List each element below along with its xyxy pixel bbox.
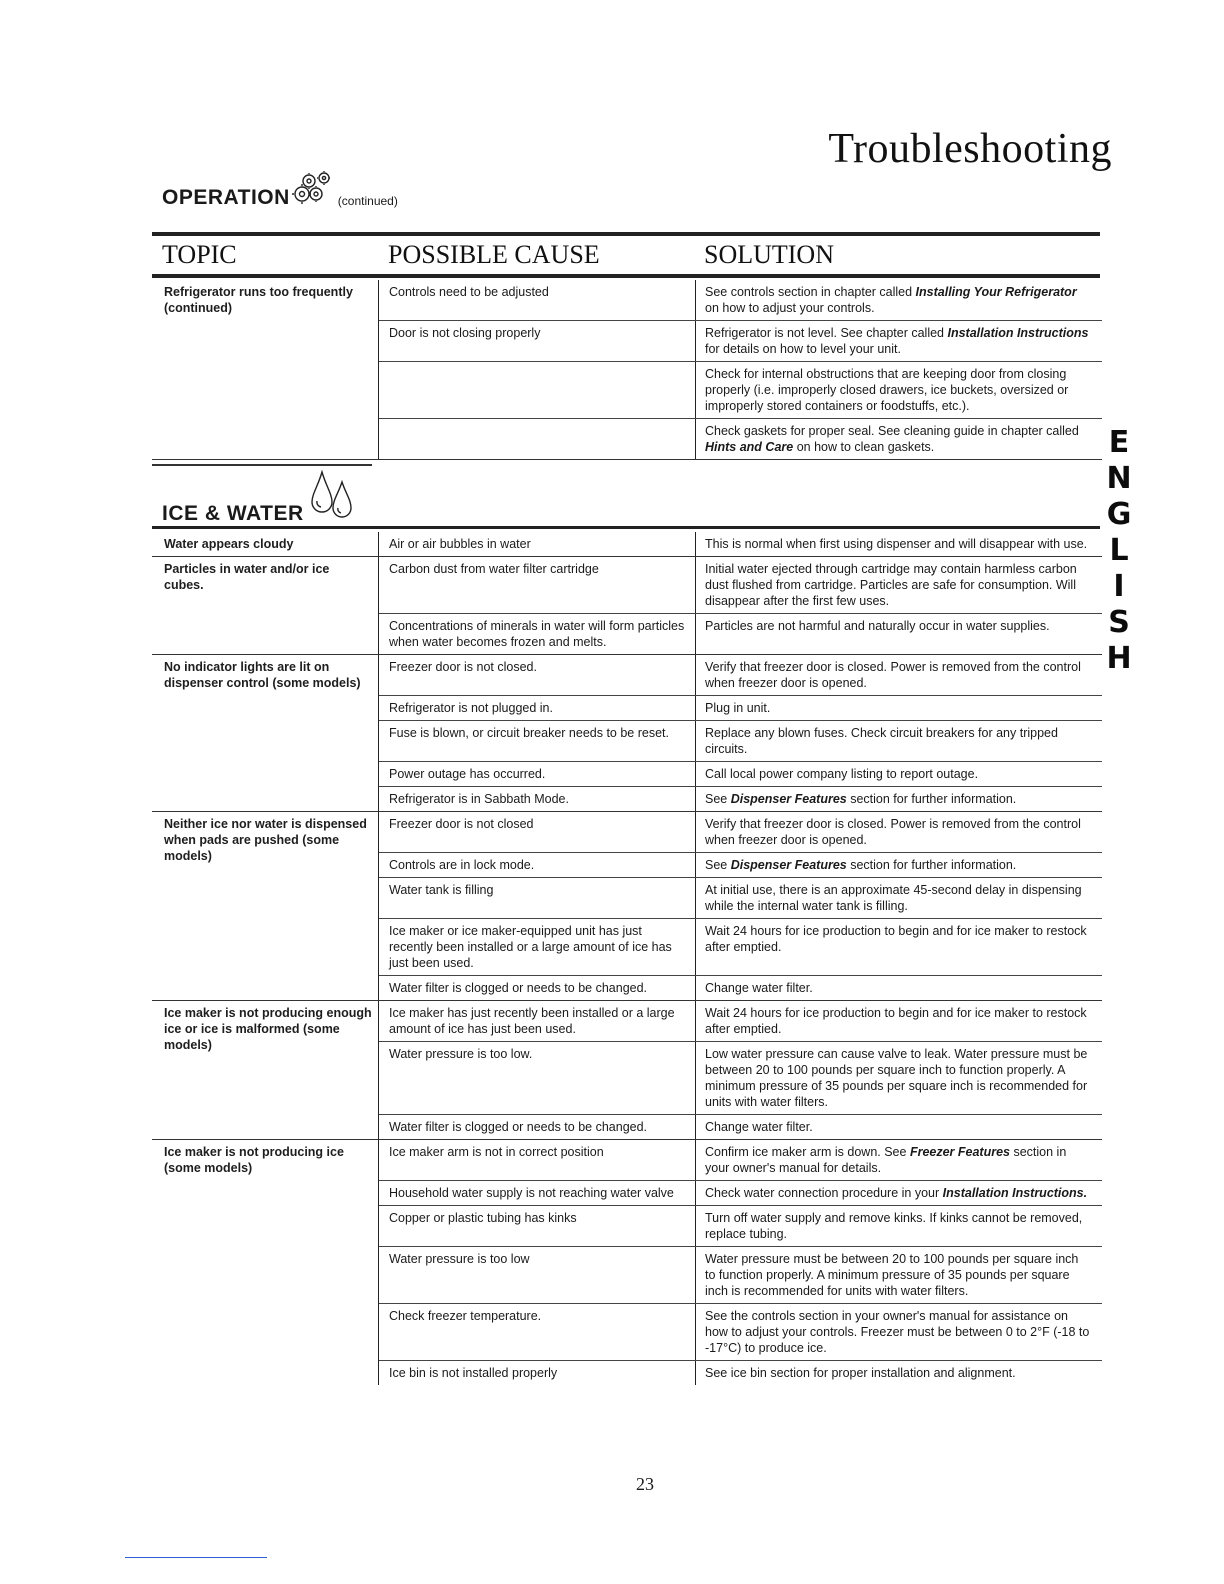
solution-text: Water pressure must be between 20 to 100 pounds per square inch to function properly. A minimum pressure of 35 pounds per square inch is recommended for units with water filters. — [705, 1252, 1079, 1298]
solution-reference: Dispenser Features — [730, 858, 847, 872]
cause-solution-row — [379, 1206, 1102, 1247]
cause-cell: Fuse is blown, or circuit breaker needs to be reset. — [389, 726, 669, 740]
cause-solution-row — [379, 419, 1102, 459]
topic-cell: Neither ice nor water is dispensed when pads are pushed (some models) — [164, 817, 367, 863]
cause-cell: Freezer door is not closed. — [389, 660, 537, 674]
cause-solution-group — [378, 1140, 1102, 1385]
cause-solution-row — [379, 655, 1102, 696]
cause-solution-row — [379, 1247, 1102, 1304]
solution-text: Call local power company listing to report outage. — [705, 767, 979, 781]
cause-solution-row — [379, 878, 1102, 919]
solution-text: for details on how to level your unit. — [705, 342, 901, 356]
solution-cell — [695, 1361, 1102, 1385]
table-row — [152, 812, 1102, 1001]
cause-cell: Ice bin is not installed properly — [389, 1366, 558, 1380]
page-title: Troubleshooting — [828, 126, 1112, 172]
cause-cell: Household water supply is not reaching water valve — [389, 1186, 674, 1200]
topic-cell: Ice maker is not producing ice (some models) — [164, 1145, 344, 1175]
solution-cell — [695, 321, 1102, 361]
solution-cell — [695, 696, 1102, 720]
solution-text: Check water connection procedure in your — [705, 1186, 943, 1200]
cause-cell: Water filter is clogged or needs to be changed. — [389, 1120, 648, 1134]
column-header-solution: SOLUTION — [704, 240, 834, 269]
table-row — [152, 1001, 1102, 1140]
cause-cell: Copper or plastic tubing has kinks — [389, 1211, 577, 1225]
cause-solution-row — [379, 696, 1102, 721]
solution-cell — [695, 655, 1102, 695]
cause-solution-row — [379, 280, 1102, 321]
operation-title: OPERATION — [162, 186, 290, 209]
column-header-topic: TOPIC — [162, 240, 237, 269]
cause-solution-group — [378, 655, 1102, 811]
cause-cell: Freezer door is not closed — [389, 817, 534, 831]
cause-cell: Power outage has occurred. — [389, 767, 546, 781]
solution-text: See — [705, 792, 731, 806]
side-tab-letter: N — [1106, 461, 1132, 496]
solution-text: Particles are not harmful and naturally occur in water supplies. — [705, 619, 1050, 633]
column-headers — [162, 240, 1092, 272]
cause-solution-row — [379, 1361, 1102, 1385]
solution-cell — [695, 1042, 1102, 1114]
side-tab-letter: G — [1106, 497, 1132, 532]
solution-text: on how to clean gaskets. — [793, 440, 935, 454]
solution-cell — [695, 1181, 1102, 1205]
cause-solution-group — [378, 532, 1102, 556]
cause-solution-row — [379, 1181, 1102, 1206]
solution-text: This is normal when first using dispenser and will disappear with use. — [705, 537, 1088, 551]
cause-solution-row — [379, 812, 1102, 853]
solution-text: Turn off water supply and remove kinks. If kinks cannot be removed, replace tubing. — [705, 1211, 1083, 1241]
cause-solution-row — [379, 853, 1102, 878]
cause-cell: Refrigerator is in Sabbath Mode. — [389, 792, 569, 806]
topic-cell: Refrigerator runs too frequently (continued) — [164, 285, 353, 315]
cause-cell: Water tank is filling — [389, 883, 494, 897]
page-number: 23 — [636, 1474, 654, 1494]
solution-text: See — [705, 858, 731, 872]
solution-cell — [695, 557, 1102, 613]
cause-solution-row — [379, 532, 1102, 556]
cause-cell: Carbon dust from water filter cartridge — [389, 562, 599, 576]
ice-water-table — [152, 532, 1102, 1385]
header-rule-bottom — [152, 274, 1100, 278]
solution-cell — [695, 919, 1102, 975]
operation-table — [152, 280, 1102, 460]
solution-cell — [695, 532, 1102, 556]
cause-solution-group — [378, 812, 1102, 1000]
side-tab-letter: I — [1113, 569, 1125, 604]
cause-solution-row — [379, 557, 1102, 614]
solution-text: Verify that freezer door is closed. Power is removed from the control when freezer door is opened. — [705, 817, 1081, 847]
solution-text: At initial use, there is an approximate 45-second delay in dispensing while the internal water tank is filling. — [705, 883, 1082, 913]
solution-reference: Hints and Care — [705, 440, 794, 454]
solution-text: Refrigerator is not level. See chapter called — [705, 326, 948, 340]
cause-cell: Water filter is clogged or needs to be changed. — [389, 981, 648, 995]
solution-text: Plug in unit. — [705, 701, 771, 715]
solution-cell — [695, 614, 1102, 654]
solution-cell — [695, 762, 1102, 786]
solution-text: Wait 24 hours for ice production to begin and for ice maker to restock after emptied. — [705, 1006, 1087, 1036]
solution-text: Replace any blown fuses. Check circuit breakers for any tripped circuits. — [705, 726, 1058, 756]
continued-label: (continued) — [337, 194, 398, 208]
cause-solution-row — [379, 1140, 1102, 1181]
solution-cell — [695, 853, 1102, 877]
topic-cell: Ice maker is not producing enough ice or ice is malformed (some models) — [164, 1006, 372, 1052]
cause-solution-row — [379, 919, 1102, 976]
solution-text: on how to adjust your controls. — [705, 301, 875, 315]
cause-solution-row — [379, 614, 1102, 654]
cause-solution-row — [379, 787, 1102, 811]
solution-reference: Freezer Features — [909, 1145, 1010, 1159]
footer-line — [125, 1557, 267, 1558]
solution-reference: Installation Instructions — [947, 326, 1089, 340]
cause-solution-row — [379, 762, 1102, 787]
solution-text: See controls section in chapter called — [705, 285, 916, 299]
topic-cell: Water appears cloudy — [164, 537, 294, 551]
topic-cell: No indicator lights are lit on dispenser control (some models) — [164, 660, 361, 690]
cause-solution-group — [378, 557, 1102, 654]
solution-text: Change water filter. — [705, 1120, 813, 1134]
solution-cell — [695, 1001, 1102, 1041]
water-drops-icon — [300, 468, 358, 524]
solution-text: section in your owner's manual for details. — [705, 1145, 1067, 1175]
solution-text: See ice bin section for proper installation and alignment. — [705, 1366, 1016, 1380]
column-header-cause: POSSIBLE CAUSE — [388, 240, 600, 269]
cause-cell: Check freezer temperature. — [389, 1309, 542, 1323]
solution-cell — [695, 1247, 1102, 1303]
solution-text: Wait 24 hours for ice production to begin and for ice maker to restock after emptied. — [705, 924, 1087, 954]
side-tab-letter: H — [1106, 641, 1132, 676]
solution-text: Verify that freezer door is closed. Power is removed from the control when freezer door is opened. — [705, 660, 1081, 690]
cause-cell: Water pressure is too low. — [389, 1047, 533, 1061]
cause-solution-row — [379, 721, 1102, 762]
solution-text: Initial water ejected through cartridge may contain harmless carbon dust flushed from cartridge. Particles are safe for consumption. Will disappear after the first few uses. — [705, 562, 1077, 608]
language-side-tab — [1103, 425, 1135, 676]
solution-text: Confirm ice maker arm is down. See — [705, 1145, 910, 1159]
ice-water-title: ICE & WATER — [162, 502, 304, 525]
solution-cell — [695, 362, 1102, 418]
solution-cell — [695, 1206, 1102, 1246]
solution-cell — [695, 1140, 1102, 1180]
solution-text: Low water pressure can cause valve to leak. Water pressure must be between 20 to 100 pounds per square inch to function properly. A minimum pressure of 35 pounds per square inch is recommended for units with water filters. — [705, 1047, 1088, 1109]
cause-cell: Concentrations of minerals in water will form particles when water becomes frozen and melts. — [389, 619, 685, 649]
solution-reference: Installing Your Refrigerator — [915, 285, 1077, 299]
section-divider — [152, 464, 372, 466]
solution-text: Check for internal obstructions that are keeping door from closing properly (i.e. improperly closed drawers, ice buckets, oversized or improperly stored containers or foodstuffs, etc.). — [705, 367, 1069, 413]
cause-cell: Ice maker arm is not in correct position — [389, 1145, 604, 1159]
cause-cell: Controls are in lock mode. — [389, 858, 535, 872]
cause-cell: Ice maker or ice maker-equipped unit has just recently been installed or a large amount of ice has just been used. — [389, 924, 672, 970]
operation-heading — [162, 168, 398, 210]
table-row — [152, 557, 1102, 655]
solution-cell — [695, 721, 1102, 761]
cause-solution-row — [379, 1115, 1102, 1139]
solution-reference: Installation Instructions. — [942, 1186, 1088, 1200]
cause-cell: Water pressure is too low — [389, 1252, 530, 1266]
solution-cell — [695, 1304, 1102, 1360]
solution-text: See the controls section in your owner's manual for assistance on how to adjust your controls. Freezer must be between 0 to 2°F (-18 to -17°C) to produce ice. — [705, 1309, 1090, 1355]
header-rule-top — [152, 232, 1100, 236]
table-row — [152, 655, 1102, 812]
cause-solution-group — [378, 1001, 1102, 1139]
solution-cell — [695, 812, 1102, 852]
topic-cell: Particles in water and/or ice cubes. — [164, 562, 330, 592]
cause-solution-row — [379, 976, 1102, 1000]
ice-water-heading — [162, 468, 358, 526]
cause-cell: Ice maker has just recently been installed or a large amount of ice has just been used. — [389, 1006, 675, 1036]
solution-cell — [695, 419, 1102, 459]
cause-solution-row — [379, 1042, 1102, 1115]
solution-cell — [695, 878, 1102, 918]
side-tab-letter: L — [1109, 533, 1129, 568]
solution-reference: Dispenser Features — [730, 792, 847, 806]
side-tab-letter: E — [1108, 425, 1130, 460]
gears-icon — [288, 168, 334, 208]
solution-text: Check gaskets for proper seal. See cleaning guide in chapter called — [705, 424, 1079, 438]
cause-cell: Door is not closing properly — [389, 326, 541, 340]
solution-text: section for further information. — [846, 858, 1017, 872]
cause-solution-group — [378, 280, 1102, 459]
ice-section-rule — [152, 526, 1100, 529]
cause-cell: Controls need to be adjusted — [389, 285, 549, 299]
cause-cell: Refrigerator is not plugged in. — [389, 701, 553, 715]
cause-solution-row — [379, 1304, 1102, 1361]
cause-solution-row — [379, 321, 1102, 362]
cause-cell: Air or air bubbles in water — [389, 537, 531, 551]
solution-text: section for further information. — [846, 792, 1017, 806]
solution-cell — [695, 280, 1102, 320]
cause-cell — [379, 362, 695, 418]
table-row — [152, 1140, 1102, 1385]
side-tab-letter: S — [1108, 605, 1130, 640]
cause-solution-row — [379, 1001, 1102, 1042]
solution-cell — [695, 1115, 1102, 1139]
cause-cell — [379, 419, 695, 459]
solution-text: Change water filter. — [705, 981, 813, 995]
solution-cell — [695, 787, 1102, 811]
cause-solution-row — [379, 362, 1102, 419]
table-row — [152, 532, 1102, 557]
table-row — [152, 280, 1102, 460]
solution-cell — [695, 976, 1102, 1000]
